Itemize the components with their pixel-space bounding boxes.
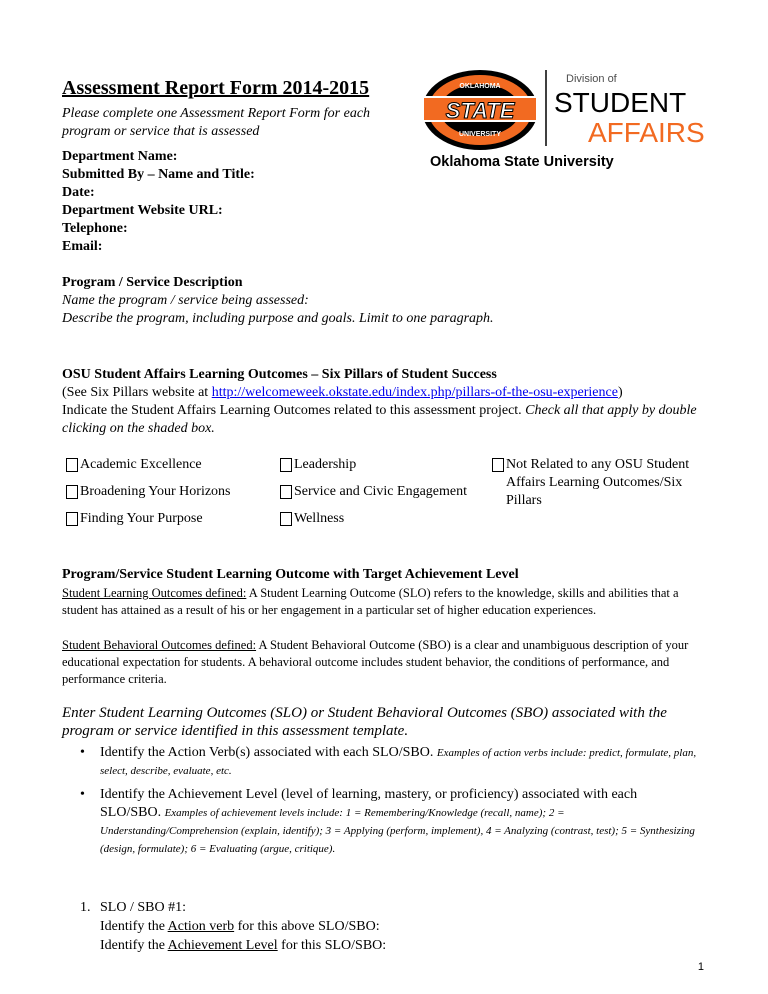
identify-prefix: Identify the <box>100 938 168 953</box>
item-content <box>100 898 660 955</box>
checkbox-box[interactable] <box>66 485 78 499</box>
slo-definition <box>62 585 702 619</box>
osu-badge-icon <box>422 70 538 150</box>
logo-university-text: Oklahoma State University <box>430 154 614 170</box>
checkbox-box[interactable] <box>492 458 504 472</box>
achievement-level-line <box>100 936 660 955</box>
checkbox-finding-purpose[interactable] <box>66 510 203 528</box>
checkbox-wellness[interactable] <box>280 510 344 528</box>
field-email: Email: <box>62 239 103 254</box>
six-pillars-link[interactable]: http://welcomeweek.okstate.edu/index.php/pillars-of-the-osu-experience <box>211 385 618 400</box>
slo-definition-label: Student Learning Outcomes defined: <box>62 586 247 600</box>
badge-text-main: STATE <box>445 98 515 123</box>
checkbox-box[interactable] <box>66 458 78 472</box>
checkbox-label: Finding Your Purpose <box>80 511 203 526</box>
checkbox-academic-excellence[interactable] <box>66 456 202 474</box>
page-title: Assessment Report Form 2014-2015 <box>62 77 370 99</box>
program-heading: Program / Service Description <box>62 275 243 290</box>
checkbox-label: Service and Civic Engagement <box>294 484 467 499</box>
slo-label: SLO / SBO #1: <box>100 900 186 915</box>
field-date: Date: <box>62 185 95 200</box>
see-prefix: (See Six Pillars website at <box>62 385 212 400</box>
list-item <box>80 744 700 780</box>
checkbox-box[interactable] <box>280 512 292 526</box>
check-instructions: Check all that apply by double clicking on the shaded box. <box>62 403 697 436</box>
achievement-suffix: for this SLO/SBO: <box>277 938 387 953</box>
checkbox-label: Not Related to any OSU Student Affairs Learning Outcomes/Six Pillars <box>506 457 690 508</box>
sbo-definition-text: A Student Behavioral Outcome (SBO) is a clear and unambiguous description of your educational expectation for students. A behavioral outcome includes student behavior, the conditions of performance, and performance criteria. <box>62 638 689 686</box>
logo-affairs-text: AFFAIRS <box>588 117 705 148</box>
logo-division-text: Division of <box>566 73 617 85</box>
sbo-definition <box>62 637 702 688</box>
action-verb-line <box>100 917 660 936</box>
checkbox-label: Leadership <box>294 457 357 472</box>
department-fields <box>62 148 255 256</box>
checkbox-box[interactable] <box>280 485 292 499</box>
logo-student-text: STUDENT <box>554 87 687 118</box>
page-number: 1 <box>697 961 704 973</box>
list-item <box>80 786 700 858</box>
program-description-prompt: Describe the program, including purpose and goals. Limit to one paragraph. <box>62 311 494 326</box>
identify-prefix: Identify the <box>100 919 168 934</box>
slo-item-1 <box>80 898 660 955</box>
indicate-text: Indicate the Student Affairs Learning Outcomes related to this assessment project. <box>62 403 526 418</box>
program-name-prompt: Name the program / service being assessed: <box>62 293 309 308</box>
checkbox-broadening-horizons[interactable] <box>66 483 231 501</box>
action-suffix: for this above SLO/SBO: <box>234 919 380 934</box>
checkbox-box[interactable] <box>66 512 78 526</box>
checkbox-leadership[interactable] <box>280 456 356 474</box>
outcomes-instructions <box>62 402 712 438</box>
slo-instructions-list <box>80 744 700 858</box>
checkbox-not-related[interactable] <box>492 456 702 510</box>
checkbox-label: Broadening Your Horizons <box>80 484 231 499</box>
field-department-name: Department Name: <box>62 149 178 164</box>
field-website-url: Department Website URL: <box>62 203 223 218</box>
six-pillars-reference <box>62 384 722 402</box>
badge-text-top: OKLAHOMA <box>459 83 501 90</box>
badge-text-bottom: UNIVERSITY <box>458 131 502 138</box>
enter-outcomes-instructions: Enter Student Learning Outcomes (SLO) or Student Behavioral Outcomes (SBO) associated with the program or service identified in this assessment template. <box>62 705 667 739</box>
checkbox-box[interactable] <box>280 458 292 472</box>
field-telephone: Telephone: <box>62 221 128 236</box>
checkbox-label: Wellness <box>294 511 345 526</box>
sbo-definition-label: Student Behavioral Outcomes defined: <box>62 638 257 652</box>
achievement-level-term: Achievement Level <box>167 938 278 953</box>
slo-definition-text: A Student Learning Outcome (SLO) refers to the knowledge, skills and abilities that a student has attained as a result of his or her engagement in a particular set of higher education experiences. <box>62 586 679 617</box>
see-suffix: ) <box>617 385 623 400</box>
slo-heading: Program/Service Student Learning Outcome with Target Achievement Level <box>62 567 519 582</box>
field-submitted-by: Submitted By – Name and Title: <box>62 167 255 182</box>
bullet-text: Identify the Achievement Level (level of learning, mastery, or proficiency) associated with each SLO/SBO. <box>100 787 638 820</box>
outcomes-heading: OSU Student Affairs Learning Outcomes – Six Pillars of Student Success <box>62 367 497 382</box>
item-number: 1. <box>80 900 91 915</box>
checkbox-label: Academic Excellence <box>80 457 202 472</box>
checkbox-service-civic[interactable] <box>280 483 467 501</box>
form-instructions: Please complete one Assessment Report Form for each program or service that is assessed <box>62 106 371 139</box>
bullet-example: Examples of achievement levels include: 1 = Remembering/Knowledge (recall, name); 2 = Understanding/Comprehension (explain, identify); 3 = Applying (perform, implement), 4 = Analyzing (contrast, test); 5 = Synthesizing (design, formulate); 6 = Evaluating (argue, critique). <box>100 807 695 855</box>
action-verb-term: Action verb <box>167 919 235 934</box>
osu-student-affairs-logo <box>420 62 740 174</box>
bullet-text: Identify the Action Verb(s) associated with each SLO/SBO. <box>100 745 437 760</box>
bullet-example: Examples of action verbs include: predict, formulate, plan, select, describe, evaluate, etc. <box>100 747 697 777</box>
